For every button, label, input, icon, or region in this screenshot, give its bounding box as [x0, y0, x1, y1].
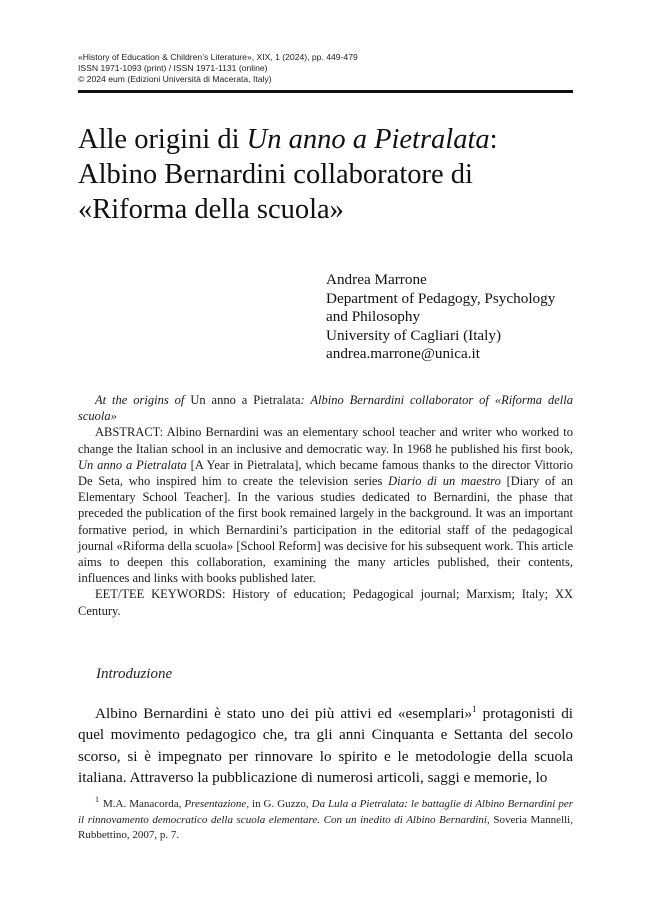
abstract-part-2: [A Year in Pietralata], which became famous thanks to the director Vittorio De Seta, who inspired him to create the television series — [78, 457, 573, 489]
en-title-part-1: At the origins of — [95, 393, 191, 407]
body-part-1: Albino Bernardini è stato uno dei più attivi ed «esemplari» — [95, 705, 473, 722]
en-title-part-3: : Albino Bernardini collaborator of «Riforma della scuola» — [78, 393, 573, 424]
title-line-2: Albino Bernardini collaboratore di — [78, 159, 473, 190]
body-paragraph — [78, 703, 573, 789]
abstract-book-1: Un anno a Pietralata — [78, 457, 187, 472]
issn-line: ISSN 1971-1093 (print) / ISSN 1971-1131 (online) — [78, 63, 268, 73]
title-line-1 — [78, 122, 573, 157]
journal-header — [78, 52, 573, 85]
body-part-2: protagonisti di quel movimento pedagogico che, tra gli anni Cinquanta e Settanta del secolo scorso, si è impegnato per rinnovare lo spirito e le metodologie della scuola italiana. Attraverso la pubblicazione di numerosi articoli, saggi e memorie, lo — [78, 705, 574, 787]
keywords: EET/TEE KEYWORDS: History of education; Pedagogical journal; Marxism; Italy; XX Century. — [78, 587, 573, 618]
abstract-part-1: ABSTRACT: Albino Bernardini was an elementary school teacher and writer who worked to change the Italian school in an inclusive and democratic way. In 1968 he published his first book, — [78, 425, 573, 456]
section-heading: Introduzione — [96, 666, 173, 682]
author-department-2: and Philosophy — [326, 308, 421, 326]
author-block — [326, 271, 576, 364]
author-name: Andrea Marrone — [326, 271, 427, 288]
abstract-book-2: Diario di un maestro — [388, 474, 501, 489]
author-email: andrea.marrone@unica.it — [326, 345, 480, 363]
footnote-part-2: , in G. Guzzo, — [246, 798, 312, 810]
copyright-line: © 2024 eum (Edizioni Università di Macerata, Italy) — [78, 74, 272, 84]
en-title-book: Un anno a Pietralata — [190, 393, 301, 407]
title-book-italic: Un anno a Pietralata — [246, 124, 490, 155]
title-colon: : — [489, 124, 498, 155]
title-line-3: «Riforma della scuola» — [78, 194, 344, 225]
abstract-block — [78, 392, 573, 619]
footnote-italic-2: Da Lula a Pietralata: le battaglie di Albino Bernardini per il rinnovamento democratico della scuola elementare. Con un inedito di Albino Bernardini — [78, 798, 573, 826]
footnote-part-1: M.A. Manacorda, — [103, 798, 185, 810]
article-title — [78, 122, 573, 227]
footnote-number: 1 — [95, 795, 99, 805]
footnote-part-3: , Soveria Mannelli, Rubbettino, 2007, p. 7. — [78, 813, 573, 842]
author-department-1: Department of Pedagogy, Psychology — [326, 289, 556, 307]
title-prefix: Alle origini di — [78, 124, 247, 155]
footnote-italic-1: Presentazione — [184, 798, 247, 810]
abstract-part-3: [Diary of an Elementary School Teacher]. In the various studies dedicated to Bernardini, the phase that preceded the publication of the first book remained largely in the background. It was an important formative period, in which Bernardini’s participation in the editorial staff of the pedagogical journal «Riforma della scuola» [School Reform] was decisive for his subsequent work. This article aims to deepen this collaboration, examining the many articles published, their contents, influences and links with books published later. — [78, 474, 573, 586]
abstract-text — [78, 424, 573, 586]
author-university: University of Cagliari (Italy) — [326, 326, 502, 344]
footnote-reference[interactable]: 1 — [472, 703, 477, 714]
journal-citation: «History of Education & Children’s Literature», XIX, 1 (2024), pp. 449-479 — [78, 52, 358, 62]
body-text — [78, 703, 573, 789]
footnote-text — [78, 797, 573, 844]
header-rule — [78, 90, 573, 93]
footnote — [78, 797, 573, 844]
english-title — [78, 392, 573, 424]
